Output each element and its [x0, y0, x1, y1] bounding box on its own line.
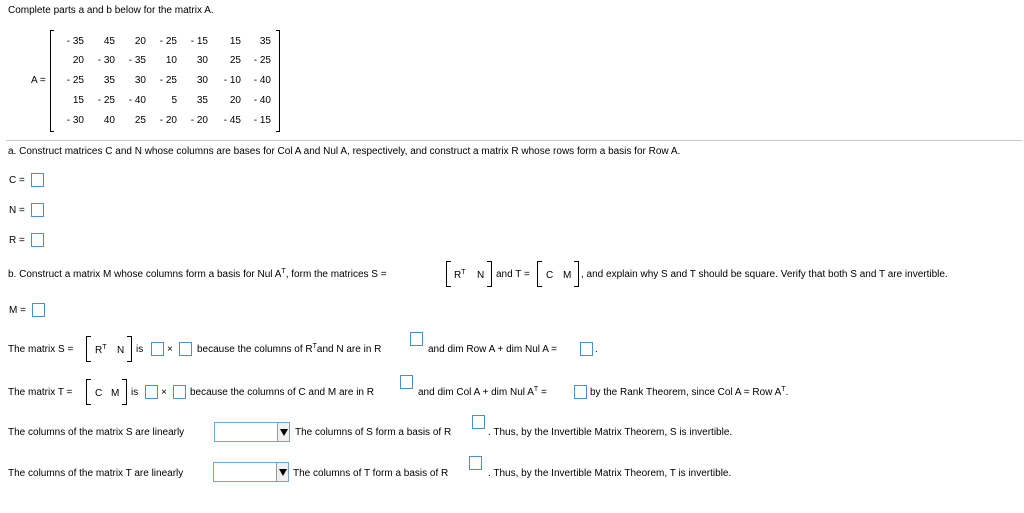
- line-s-r-block: [95, 345, 107, 356]
- s-cols-input[interactable]: [179, 342, 192, 356]
- matrix-a-cell: 15: [72, 95, 84, 106]
- matrix-a-cell: - 40: [128, 95, 146, 106]
- line-t-eq: =: [540, 387, 547, 398]
- line-s-bracket-right: [127, 336, 132, 362]
- line-t-lin-mid: The columns of T form a basis of R: [293, 468, 449, 479]
- s-exponent-input[interactable]: [410, 332, 423, 346]
- t-cols-input[interactable]: [173, 385, 186, 399]
- divider: [6, 140, 1022, 141]
- line-t-and-dim-sup: T: [533, 386, 539, 393]
- s-dim-sum-input[interactable]: [580, 342, 593, 356]
- matrix-a-cell: 30: [196, 55, 208, 66]
- s-rows-input[interactable]: [151, 342, 164, 356]
- line-t-rank-text: by the Rank Theorem, since Col A = Row A: [590, 387, 782, 398]
- matrix-a-cell: 35: [196, 95, 208, 106]
- matrix-a-cell: - 25: [97, 95, 115, 106]
- line-t-lin-suffix: . Thus, by the Invertible Matrix Theorem, T is invertible.: [488, 468, 732, 479]
- line-t-rank: [590, 387, 788, 398]
- line-t-lin-prefix: The columns of the matrix T are linearly: [8, 468, 184, 479]
- n-label: N =: [9, 205, 25, 216]
- m-matrix-input[interactable]: [32, 303, 45, 317]
- matrix-a-cell: 20: [134, 36, 146, 47]
- line-t-and-dim: [418, 387, 547, 398]
- matrix-a-cell: - 45: [223, 115, 241, 126]
- t-bracket-right: [574, 261, 579, 287]
- part-b-text-2: , form the matrices S =: [285, 269, 387, 280]
- line-t-is: is: [131, 387, 139, 398]
- matrix-a-cell: 25: [229, 55, 241, 66]
- line-s-bracket-left: [86, 336, 91, 362]
- line-s-and-dim: and dim Row A + dim Nul A =: [428, 344, 557, 355]
- part-b-text-4: , and explain why S and T should be square. Verify that both S and T are invertible.: [581, 269, 948, 280]
- matrix-a-cell: - 20: [190, 115, 208, 126]
- line-s-and-n: and N are in R: [316, 344, 382, 355]
- matrix-a-cell: 30: [196, 75, 208, 86]
- matrix-a-cell: - 25: [159, 36, 177, 47]
- matrix-a-cell: 20: [72, 55, 84, 66]
- matrix-a-cell: 10: [165, 55, 177, 66]
- matrix-a-cell: 30: [134, 75, 146, 86]
- matrix-a-cell: - 40: [253, 75, 271, 86]
- s-basis-exponent-input[interactable]: [472, 415, 485, 429]
- matrix-a-left-bracket: [50, 30, 54, 132]
- line-t-rank-sup: T: [781, 386, 786, 393]
- chevron-down-icon[interactable]: [276, 463, 288, 481]
- chevron-down-icon[interactable]: [277, 423, 289, 441]
- line-s-lin-prefix: The columns of the matrix S are linearly: [8, 427, 185, 438]
- t-m-letter: M: [563, 270, 572, 281]
- line-s-because-sup: T: [312, 343, 317, 350]
- part-b-text-1: b. Construct a matrix M whose columns form a basis for Nul A: [8, 269, 282, 280]
- matrix-a-cell: - 10: [223, 75, 241, 86]
- line-t-because: because the columns of C and M are in R: [190, 387, 374, 398]
- matrix-a-cell: 45: [103, 36, 115, 47]
- line-t-bracket-left: [86, 379, 91, 405]
- intro-text: Complete parts a and b below for the matrix A.: [8, 5, 214, 16]
- t-dim-sum-input[interactable]: [574, 385, 587, 399]
- matrix-a-cell: - 25: [253, 55, 271, 66]
- matrix-a-cell: - 25: [66, 75, 84, 86]
- matrix-a-cell: - 25: [159, 75, 177, 86]
- t-basis-exponent-input[interactable]: [469, 456, 482, 470]
- r-matrix-input[interactable]: [31, 233, 44, 247]
- matrix-a-cell: - 35: [66, 36, 84, 47]
- matrix-a-cell: 35: [259, 36, 271, 47]
- line-t-m: M: [111, 388, 120, 399]
- line-t-and-dim-text: and dim Col A + dim Nul A: [418, 387, 534, 398]
- matrix-a-cell: - 20: [159, 115, 177, 126]
- line-t-prefix: The matrix T =: [8, 387, 73, 398]
- line-t-c: C: [95, 388, 103, 399]
- line-s-because: [197, 344, 381, 355]
- line-t-times: ×: [161, 387, 167, 398]
- matrix-a-cell: 35: [103, 75, 115, 86]
- matrix-a-cell: - 15: [253, 115, 271, 126]
- line-s-lin-suffix: . Thus, by the Invertible Matrix Theorem, S is invertible.: [488, 427, 733, 438]
- s-r-letter: R: [454, 270, 462, 281]
- line-s-prefix: The matrix S =: [8, 344, 74, 355]
- matrix-a-label: A =: [31, 75, 46, 86]
- matrix-a-cell: - 30: [66, 115, 84, 126]
- matrix-a-cell: - 40: [253, 95, 271, 106]
- matrix-a-cell: 20: [229, 95, 241, 106]
- t-exponent-input[interactable]: [400, 375, 413, 389]
- matrix-a-cell: 40: [103, 115, 115, 126]
- line-s-because-text: because the columns of R: [197, 344, 313, 355]
- line-s-lin-mid: The columns of S form a basis of R: [295, 427, 452, 438]
- s-bracket-right: [487, 261, 492, 287]
- s-linearly-dropdown[interactable]: [214, 422, 290, 442]
- matrix-a-cell: 25: [134, 115, 146, 126]
- s-r-sup-t: T: [461, 269, 466, 276]
- line-t-rank-period: .: [785, 387, 789, 398]
- t-linearly-dropdown[interactable]: [213, 462, 289, 482]
- s-bracket-left: [446, 261, 451, 287]
- t-rows-input[interactable]: [145, 385, 158, 399]
- matrix-a-right-bracket: [276, 30, 280, 132]
- part-b-instruction: [8, 269, 387, 280]
- line-s-n: N: [117, 345, 125, 356]
- line-t-bracket-right: [122, 379, 127, 405]
- line-s-r-sup: T: [102, 344, 107, 351]
- r-label: R =: [9, 235, 25, 246]
- line-s-period: .: [595, 344, 598, 355]
- c-matrix-input[interactable]: [31, 173, 44, 187]
- matrix-a-cell: 15: [229, 36, 241, 47]
- line-s-is: is: [136, 344, 144, 355]
- matrix-a-cell: 5: [171, 95, 177, 106]
- n-matrix-input[interactable]: [31, 203, 44, 217]
- line-s-times: ×: [167, 344, 173, 355]
- matrix-a-cell: - 30: [97, 55, 115, 66]
- part-a-instruction: a. Construct matrices C and N whose columns are bases for Col A and Nul A, respectively, and construct a matrix R whose rows form a basis for Row A.: [8, 146, 681, 157]
- m-label: M =: [9, 305, 26, 316]
- part-b-text-3: and T =: [496, 269, 530, 280]
- c-label: C =: [9, 175, 25, 186]
- s-r-block: [454, 270, 466, 281]
- line-s-r: R: [95, 345, 103, 356]
- t-bracket-left: [537, 261, 542, 287]
- matrix-a-cell: - 35: [128, 55, 146, 66]
- part-b-sup-t: T: [281, 268, 286, 275]
- t-c-letter: C: [546, 270, 554, 281]
- s-n-letter: N: [477, 270, 485, 281]
- matrix-a-cell: - 15: [190, 36, 208, 47]
